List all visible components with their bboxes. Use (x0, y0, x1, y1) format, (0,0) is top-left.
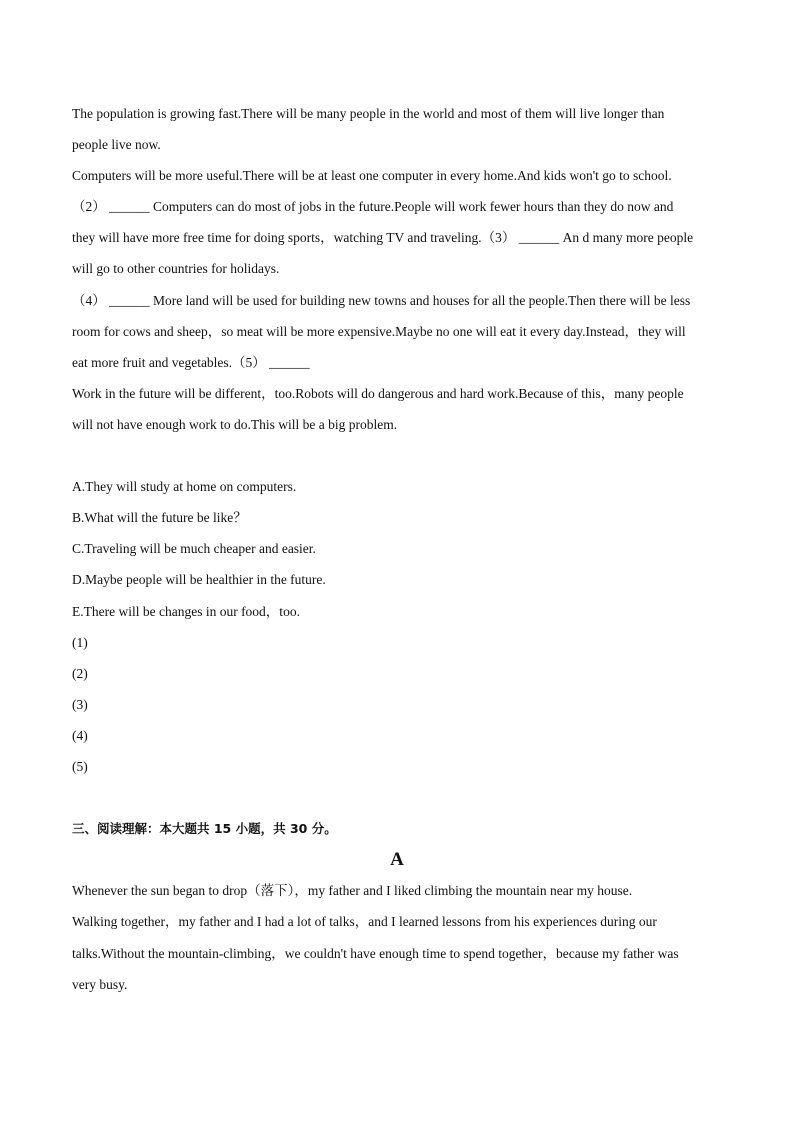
passage-line: will go to other countries for holidays. (72, 261, 280, 277)
answer-blank: (2) (72, 665, 88, 681)
passage-line: The population is growing fast.There will be many people in the world and most of them will live longer than (72, 106, 665, 121)
section-heading: 三、阅读理解：本大题共 15 小题，共 30 分。 (72, 821, 337, 837)
page-content (72, 98, 722, 1000)
passage-line: eat more fruit and vegetables.（5） ______ (72, 354, 310, 370)
option-item: B.What will the future be like？ (72, 510, 247, 526)
passage-line: will not have enough work to do.This will be a big problem. (72, 416, 398, 432)
passage-line: （2） ______ Computers can do most of jobs in the future.People will work fewer hours than they do now and (72, 199, 674, 215)
reading-passage (72, 875, 722, 999)
answer-blank: (5) (72, 758, 88, 774)
reading-line: Whenever the sun began to drop（落下），my father and I liked climbing the mountain near my house. (72, 883, 633, 899)
passage-title: A (390, 849, 404, 871)
spacer (72, 440, 722, 471)
reading-line: very busy. (72, 976, 128, 992)
reading-line: talks.Without the mountain-climbing，we couldn't have enough time to spend together，because my father was (72, 945, 679, 961)
answer-blank: (1) (72, 634, 88, 650)
answer-blank: (3) (72, 696, 88, 712)
answer-blank: (4) (72, 727, 88, 743)
passage-line: Work in the future will be different，too.Robots will do dangerous and hard work.Because of this，many people (72, 385, 684, 401)
answer-list (72, 627, 722, 782)
option-item: E.There will be changes in our food，too. (72, 603, 300, 619)
passage-text (72, 98, 722, 440)
option-item: A.They will study at home on computers. (72, 479, 297, 495)
reading-line: Walking together，my father and I had a lot of talks，and I learned lessons from his experiences during our (72, 914, 657, 930)
passage-line: （4） ______ More land will be used for building new towns and houses for all the people.Then there will be less (72, 292, 691, 308)
spacer (72, 782, 722, 813)
passage-line: they will have more free time for doing sports，watching TV and traveling.（3） ______ An d many more people (72, 230, 694, 246)
options-list (72, 471, 722, 626)
passage-line: people live now. (72, 137, 161, 153)
passage-line: Computers will be more useful.There will be at least one computer in every home.And kids won't go to school. (72, 168, 672, 184)
option-item: D.Maybe people will be healthier in the future. (72, 572, 326, 588)
passage-line: room for cows and sheep，so meat will be more expensive.Maybe no one will eat it every day.Instead，they will (72, 323, 686, 339)
option-item: C.Traveling will be much cheaper and easier. (72, 541, 316, 557)
